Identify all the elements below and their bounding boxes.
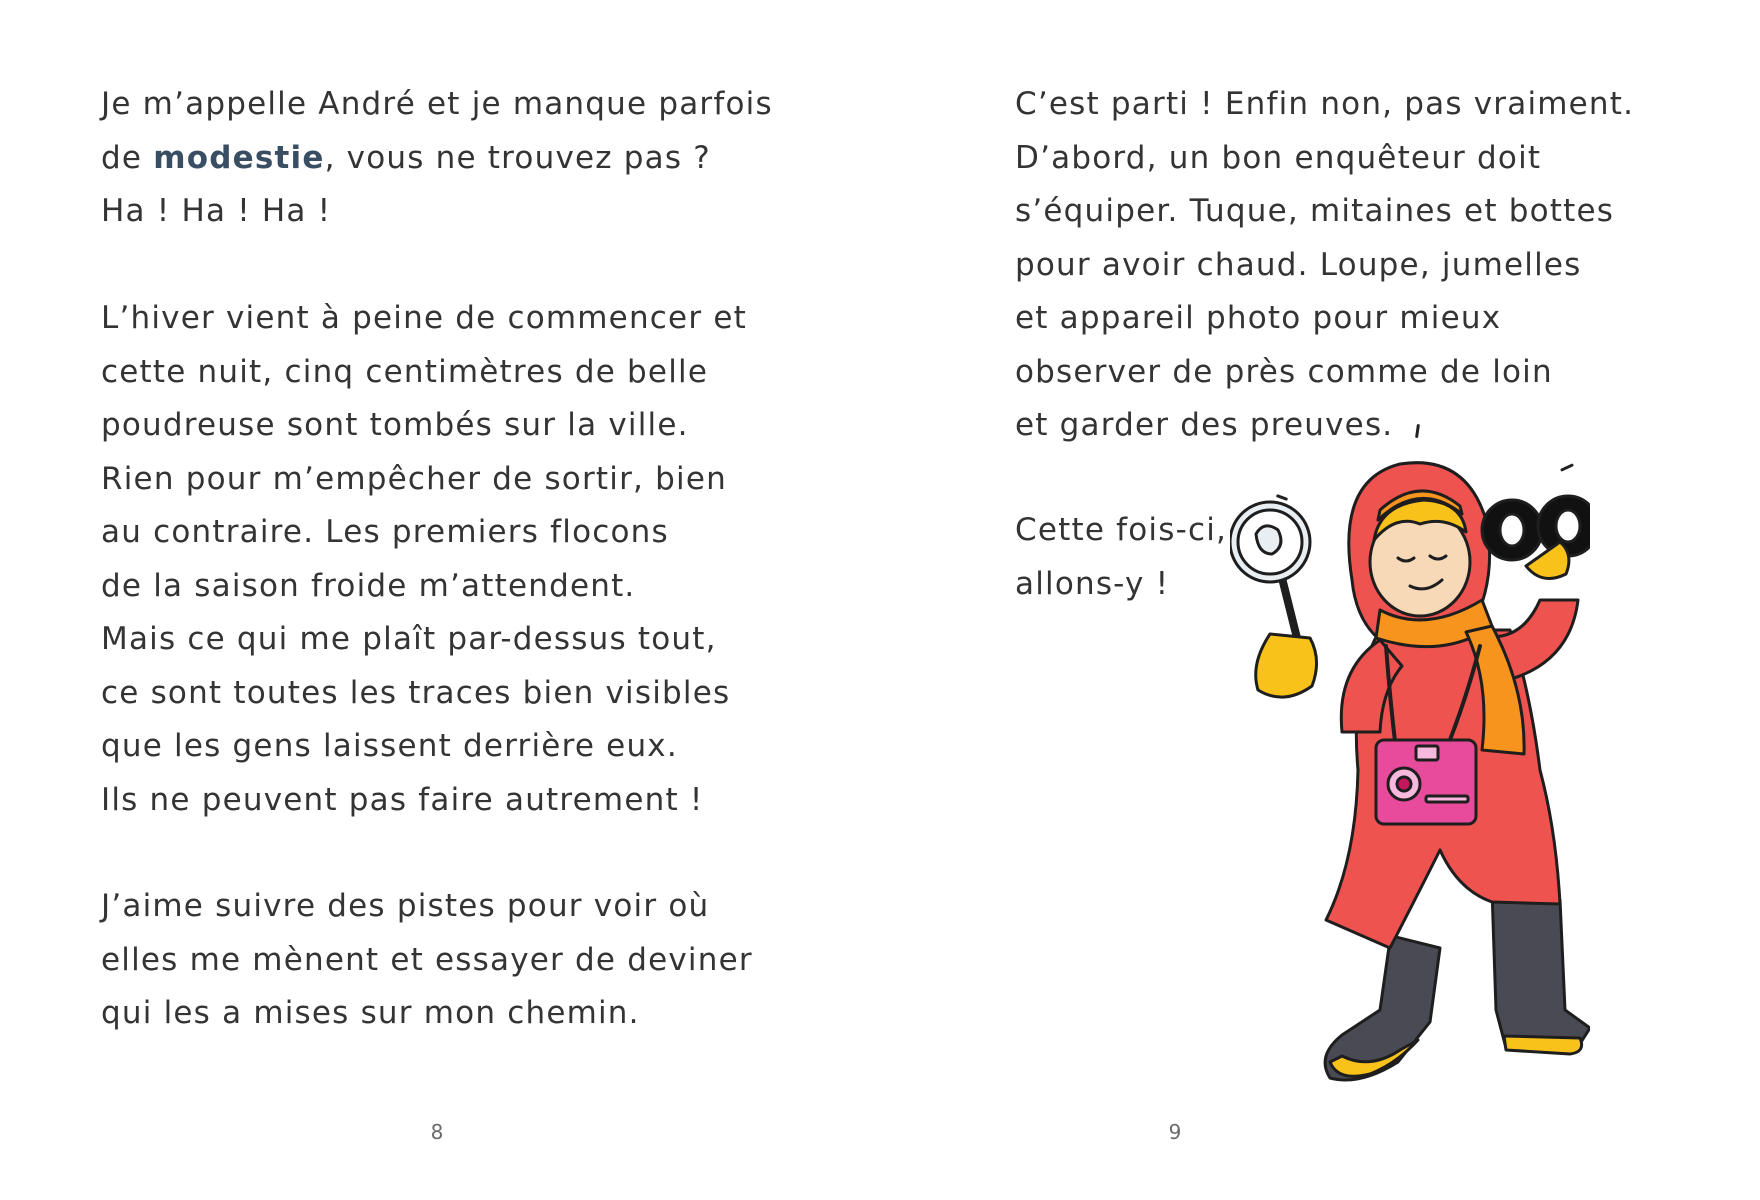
right-paragraph-2	[1015, 504, 1227, 611]
page-number: 9	[1168, 1120, 1182, 1144]
highlighted-word: modestie	[153, 139, 325, 176]
camera-slot	[1426, 796, 1468, 802]
text-line: Ha ! Ha ! Ha !	[101, 193, 332, 229]
text-line: Ils ne peuvent pas faire autrement !	[101, 781, 704, 818]
text-line: ce sont toutes les traces bien visibles	[101, 674, 731, 711]
text-line	[101, 132, 773, 186]
text-line: elles me mènent et essayer de deviner	[101, 941, 753, 978]
text-line: Rien pour m’empêcher de sortir, bien	[101, 460, 727, 497]
left-paragraph-2	[101, 292, 747, 827]
left-paragraph-3	[101, 880, 753, 1041]
text-line: Mais ce qui me plaît par-dessus tout,	[101, 621, 717, 657]
text-line: s’équiper. Tuque, mitaines et bottes	[1015, 193, 1615, 229]
text-line: et garder des preuves.	[1015, 407, 1394, 443]
text-line: que les gens laissent derrière eux.	[101, 728, 678, 764]
binocular-glint	[1556, 510, 1580, 542]
left-mitten	[1256, 634, 1317, 697]
text-line: allons-y !	[1015, 565, 1170, 602]
camera-lens-inner	[1397, 777, 1411, 791]
right-boot-sole	[1504, 1036, 1582, 1054]
text-fragment: , vous ne trouvez pas ?	[324, 139, 711, 176]
right-boot	[1492, 890, 1590, 1050]
camera-flash	[1416, 746, 1438, 760]
text-line: Cette fois-ci,	[1015, 512, 1228, 548]
detective-illustration	[1230, 450, 1590, 1090]
right-page	[880, 0, 1760, 1200]
text-line: qui les a mises sur mon chemin.	[101, 995, 640, 1031]
text-line: pour avoir chaud. Loupe, jumelles	[1015, 246, 1582, 283]
text-line: poudreuse sont tombés sur la ville.	[101, 407, 689, 443]
text-fragment: de	[101, 139, 154, 176]
text-line: Je m’appelle André et je manque parfois	[101, 86, 773, 122]
text-line: C’est parti ! Enfin non, pas vraiment.	[1015, 86, 1635, 122]
text-line: D’abord, un bon enquêteur doit	[1015, 139, 1542, 176]
text-line: et appareil photo pour mieux	[1015, 300, 1502, 336]
text-line: au contraire. Les premiers flocons	[101, 514, 669, 550]
text-line: cette nuit, cinq centimètres de belle	[101, 353, 709, 390]
text-line: observer de près comme de loin	[1015, 353, 1553, 390]
text-line: de la saison froide m’attendent.	[101, 567, 636, 604]
magnifier-reflection	[1256, 526, 1281, 554]
binocular-glint	[1500, 514, 1524, 546]
right-paragraph-1	[1015, 78, 1634, 453]
text-line: J’aime suivre des pistes pour voir où	[101, 888, 710, 924]
page-number: 8	[430, 1120, 444, 1144]
left-paragraph-1	[101, 78, 773, 239]
text-line: L’hiver vient à peine de commencer et	[101, 300, 747, 336]
